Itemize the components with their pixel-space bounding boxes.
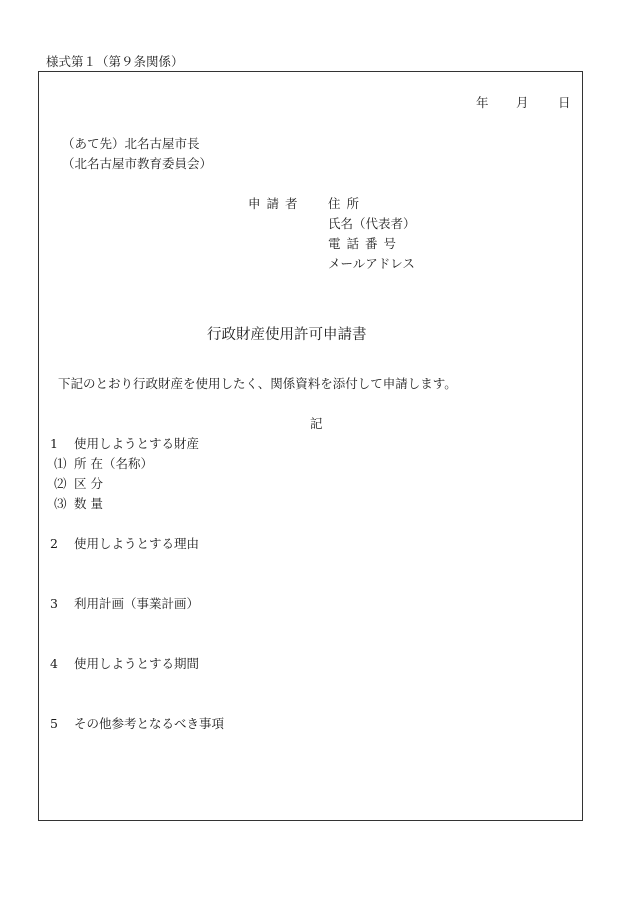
item-3-text: 利用計画（事業計画）: [74, 596, 200, 611]
applicant-name-label: 氏名（代表者）: [328, 216, 416, 231]
item-4-text: 使用しようとする期間: [74, 656, 200, 671]
applicant-email-label: メールアドレス: [328, 256, 415, 271]
intro-text: 下記のとおり行政財産を使用したく、関係資料を添付して申請します。: [58, 376, 457, 391]
addressee-line-1: （あて先）北名古屋市長: [62, 136, 200, 151]
item-1-text: 使用しようとする財産: [74, 436, 200, 451]
subitem-2-text: 区 分: [74, 476, 103, 491]
item-5-text: その他参考となるべき事項: [74, 716, 225, 731]
addressee-line-2: （北名古屋市教育委員会）: [62, 156, 213, 171]
subitem-2-number: ⑵: [54, 476, 67, 491]
form-label: 様式第１（第９条関係）: [46, 54, 184, 69]
document-title: 行政財産使用許可申請書: [207, 327, 367, 343]
item-4-number: 4: [50, 656, 58, 671]
date-year-label: 年: [476, 95, 489, 110]
date-month-label: 月: [516, 95, 529, 110]
item-1-number: 1: [50, 436, 58, 451]
item-3-number: 3: [50, 596, 58, 611]
item-2-number: 2: [50, 536, 58, 551]
item-5-number: 5: [50, 716, 58, 731]
subitem-3-number: ⑶: [54, 496, 67, 511]
applicant-phone-label: 電話番号: [328, 236, 403, 251]
item-2-text: 使用しようとする理由: [74, 536, 200, 551]
date-day-label: 日: [558, 95, 571, 110]
applicant-address-label: 住所: [328, 196, 366, 211]
applicant-label: 申請者: [248, 196, 304, 211]
subitem-3-text: 数 量: [74, 496, 103, 511]
subitem-1-text: 所 在（名称）: [74, 456, 153, 471]
subitem-1-number: ⑴: [54, 456, 67, 471]
ki-label: 記: [310, 416, 323, 431]
